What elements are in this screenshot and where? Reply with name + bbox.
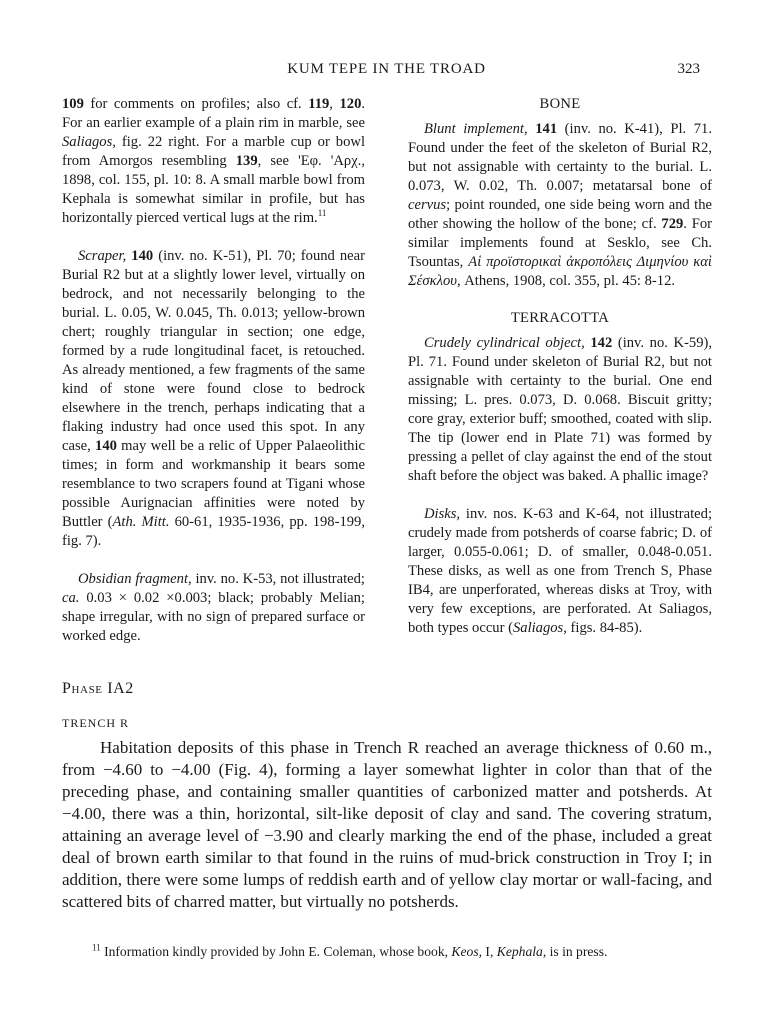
blunt-label: Blunt implement, bbox=[424, 121, 528, 137]
ref-729: 729 bbox=[661, 216, 684, 232]
scraper-number: 140 bbox=[131, 248, 154, 264]
obsidian-label: Obsidian fragment, bbox=[78, 571, 192, 587]
greek-title: Αἱ προϊστορικαὶ ἀκροπόλεις Διμηνίου καὶ Σέσκλου, bbox=[408, 254, 712, 289]
footnote-number: 11 bbox=[92, 942, 101, 953]
greek-journal: 'Εφ. 'Αρχ. bbox=[298, 153, 362, 169]
scraper-label: Scraper, bbox=[78, 248, 127, 264]
ref-120: 120 bbox=[339, 96, 362, 112]
ref-119: 119 bbox=[308, 96, 330, 112]
blunt-implement-entry: Blunt implement, 141 (inv. no. K-41), Pl. 71. Found under the feet of the skeleton of Burial R2, but not assignable with certainty to the burial. L. 0.073, W. 0.02, Th. 0.007; metatarsal bone of cervus; point rounded, one side being worn and the other showing the hollow of the bone; cf. 729. For similar implements found at Sesklo, see Ch. Tsountas, Αἱ προϊστορικαὶ ἀκροπόλεις Διμηνίου καὶ Σέσκλου, Athens, 1908, col. 355, pl. 45: 8-12. bbox=[408, 121, 712, 289]
body-paragraph: Habitation deposits of this phase in Trench R reached an average thickness of 0.60 m., from −4.60 to −4.00 (Fig. 4), forming a layer somewhat lighter in color than that of the preceding phase, and containing smaller quantities of carbonized matter and potsherds. At −4.00, there was a thin, horizontal, silt-like deposit of clay and sand. The covering stratum, attaining an average level of −3.90 and clearly marking the end of the phase, included a great deal of brown earth similar to that found in the ruins of mud-brick construction in Troy I; in addition, there were some lumps of reddish earth and of yellow clay mortar or wall-facing, and scattered bits of charred matter, but virtually no potsherds. bbox=[62, 738, 712, 911]
footnote-mark: 11 bbox=[317, 208, 327, 219]
crude-label: Crudely cylindrical object, bbox=[424, 335, 585, 351]
disks-saliagos: Saliagos, bbox=[512, 620, 567, 636]
cylindrical-object-entry: Crudely cylindrical object, 142 (inv. no. K-59), Pl. 71. Found under skeleton of Burial R2, but not assignable with certainty to the burial. One end missing; L. pres. 0.073, D. 0.068. Biscuit gritty; core gray, exterior buff; smoothed, coated with slip. The tip (lower end in Plate 71) was formed by pressing a pellet of clay against the end of the stout shaft before the object was baked. A phallic image? bbox=[408, 335, 712, 484]
paragraph-continued: 109 for comments on profiles; also cf. 119, 120. For an earlier example of a plain rim in marble, see Saliagos, fig. 22 right. For a marble cup or bowl from Amorgos resembling 139, see 'Εφ. 'Αρχ., 1898, col. 155, pl. 10: 8. A small marble bowl from Kephala is somewhat similar in profile, but has horizontally pierced vertical lugs at the rim.$^{11}$ bbox=[62, 96, 366, 226]
ref-139: 139 bbox=[235, 153, 258, 169]
ref-109: 109 bbox=[62, 96, 84, 112]
disks-label: Disks, bbox=[424, 506, 461, 522]
scraper-entry: Scraper, 140 (inv. no. K-51), Pl. 70; found near Burial R2 but at a slightly lower level, virtually on bedrock, and not necessarily belonging to the burial. L. 0.05, W. 0.045, Th. 0.013; yellow-brown chert; roughly triangular in section; one edge, formed by a rude longitudinal facet, is retouched. As already mentioned, a few fragments of the same kind of stone were found close to bedrock elsewhere in the trench, perhaps indicating that a flaking industry had once used this spot. In any case, 140 may well be a relic of Upper Palaeolithic times; in form and workmanship it bears some resemblance to two scrapers found at Tigani whose possible Aurignacian affinities were noted by Buttler (Ath. Mitt. 60-61, 1935-1936, pp. 198-199, fig. 7). bbox=[62, 248, 365, 549]
obsidian-ca: ca. bbox=[62, 590, 80, 606]
blunt-number: 141 bbox=[535, 121, 558, 137]
bone-heading: BONE bbox=[539, 96, 581, 112]
crude-number: 142 bbox=[590, 335, 613, 351]
scraper-journal: Ath. Mitt. bbox=[112, 514, 170, 530]
scraper-number-2: 140 bbox=[95, 438, 117, 454]
footnote: $^{11}$ Information kindly provided by John E. Coleman, whose book, Keos, I, Kephala, is in press. bbox=[92, 942, 608, 959]
cervus-term: cervus bbox=[408, 197, 447, 213]
phase-heading: Phase IA2 bbox=[62, 680, 134, 697]
obsidian-entry: Obsidian fragment, inv. no. K-53, not illustrated; ca. 0.03 × 0.02 ×0.003; black; probably Melian; shape irregular, with no sign of prepared surface or worked edge. bbox=[62, 571, 365, 644]
terracotta-heading: TERRACOTTA bbox=[510, 310, 610, 326]
left-column bbox=[62, 95, 365, 646]
kephala-title: Kephala, bbox=[496, 944, 547, 959]
running-title: KUM TEPE IN THE TROAD bbox=[287, 61, 486, 77]
page-number: 323 bbox=[677, 61, 700, 77]
right-column bbox=[408, 95, 712, 638]
disks-entry: Disks, inv. nos. K-63 and K-64, not illustrated; crudely made from potsherds of coarse fabric; D. of larger, 0.055-0.061; D. of smaller, 0.048-0.051. These disks, as well as one from Trench S, Phase IB4, are unperforated, whereas disks at Troy, with very few exceptions, are perforated. At Saliagos, both types occur (Saliagos, figs. 84-85). bbox=[408, 506, 712, 636]
saliagos-ref: Saliagos, bbox=[62, 134, 116, 150]
keos-title: Keos, bbox=[451, 944, 483, 959]
trench-heading: TRENCH R bbox=[62, 716, 130, 730]
